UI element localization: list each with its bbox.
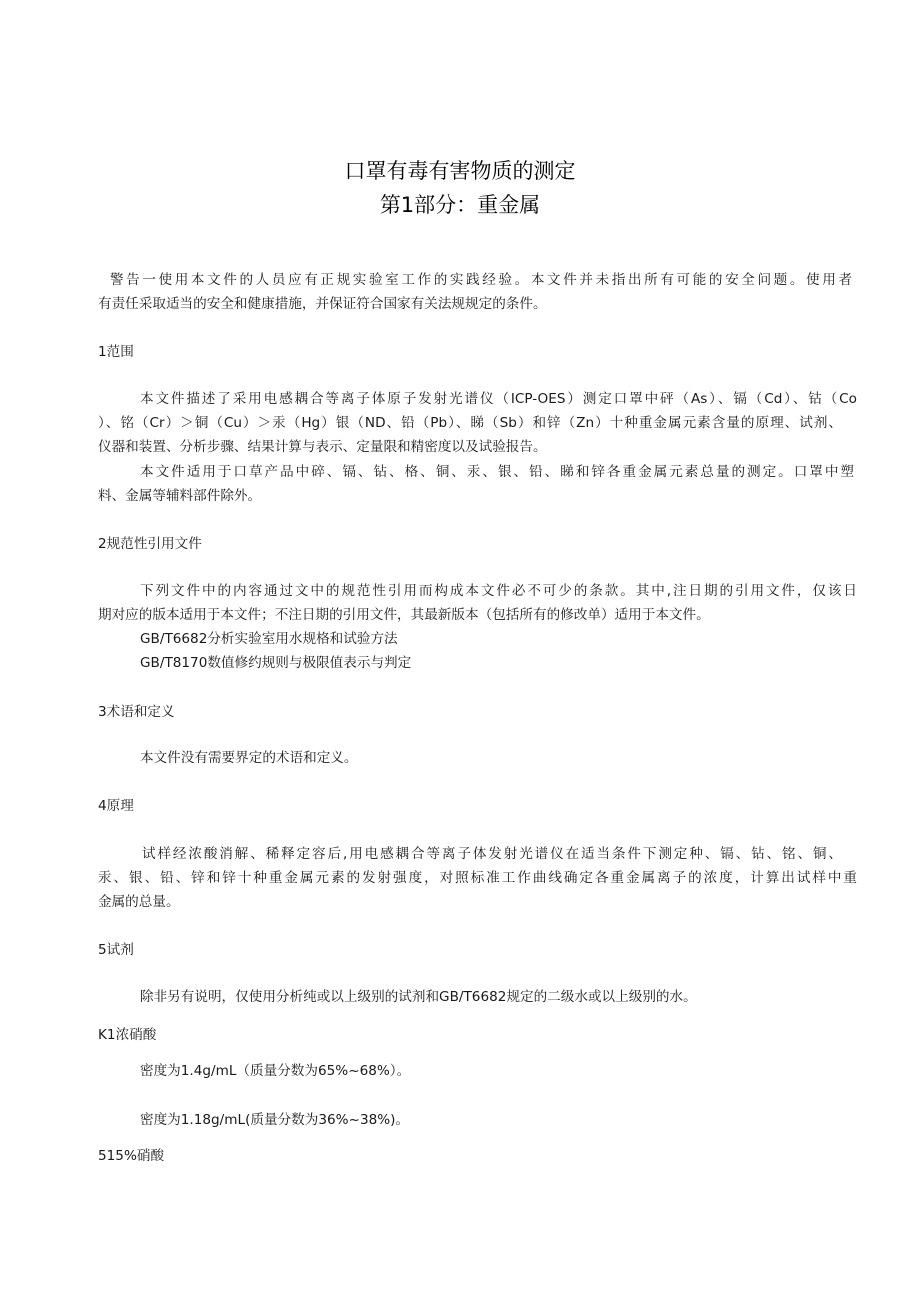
section-2-heading: 2规范性引用文件 bbox=[98, 536, 202, 552]
document-title: 口罩有毒有害物质的测定 bbox=[344, 159, 576, 183]
section-4-p1-line-1: 试样经浓酸消解、稀释定容后,用电感耦合等离子体发射光谱仪在适当条件下测定种、镉、钻、铭、铜、 bbox=[142, 846, 842, 862]
section-5-p1: 除非另有说明，仅使用分析纯或以上级别的试剂和GB/T6682规定的二级水或以上级别的水。 bbox=[140, 989, 697, 1005]
section-1-p2-line-1: 本文件适用于口草产品中碎、镉、钻、格、铜、汞、银、铅、睇和锌各重金属元素总量的测定。口罩中塑 bbox=[140, 464, 854, 480]
reagent-k1-heading: K1浓硝酸 bbox=[98, 1027, 157, 1043]
section-5-heading: 5试剂 bbox=[98, 942, 134, 958]
warning-line-1: 警告一使用本文件的人员应有正规实验室工作的实践经验。本文件并未指出所有可能的安全问题。使用者 bbox=[110, 272, 852, 288]
reagent-k1-density: 密度为1.4g/mL（质量分数为65%~68%）。 bbox=[140, 1063, 411, 1079]
section-2-p1-line-1: 下列文件中的内容通过文中的规范性引用而构成本文件必不可少的条款。其中,注日期的引用文件，仅该日 bbox=[140, 583, 857, 599]
section-3-p1: 本文件没有需要界定的术语和定义。 bbox=[140, 750, 358, 766]
reagent-k2-density: 密度为1.18g/mL(质量分数为36%~38%)。 bbox=[140, 1112, 410, 1128]
reagent-15pct-nitric-heading: 515%硝酸 bbox=[98, 1148, 165, 1164]
section-4-p1-line-3: 金属的总量。 bbox=[98, 894, 180, 910]
section-3-heading: 3术语和定义 bbox=[98, 704, 175, 720]
section-2-p1-line-2: 期对应的版本适用于本文件；不注日期的引用文件，其最新版本（包括所有的修改单）适用于本文件。 bbox=[98, 607, 710, 623]
warning-line-2: 有责任采取适当的安全和健康措施，并保证符合国家有关法规规定的条件。 bbox=[98, 296, 547, 312]
section-1-p1-line-3: 仪器和装置、分析步骤、结果计算与表示、定量限和精密度以及试验报告。 bbox=[98, 439, 547, 455]
reference-gb-t6682: GB/T6682分析实验室用水规格和试验方法 bbox=[140, 631, 398, 647]
section-1-heading: 1范围 bbox=[98, 344, 134, 360]
section-4-p1-line-2: 汞、银、铅、锌和锌十种重金属元素的发射强度，对照标准工作曲线确定各重金属离子的浓度，计算出试样中重 bbox=[98, 870, 857, 886]
section-1-p1-line-2: ）、铭（Cr）＞铜（Cu）＞汞（Hg）银（ND、铅（Pb）、睇（Sb）和锌（Zn）十种重金属元素含量的原理、试剂、 bbox=[98, 415, 842, 431]
section-4-heading: 4原理 bbox=[98, 798, 134, 814]
document-subtitle: 第1部分：重金属 bbox=[379, 193, 541, 217]
section-1-p1-line-1: 本文件描述了采用电感耦合等离子体原子发射光谱仪（ICP-OES）测定口罩中砰（As）、镉（Cd）、钴（Co bbox=[140, 391, 857, 407]
reference-gb-t8170: GB/T8170数值修约规则与极限值表示与判定 bbox=[140, 655, 412, 671]
section-1-p2-line-2: 料、金属等辅料部件除外。 bbox=[98, 488, 262, 504]
